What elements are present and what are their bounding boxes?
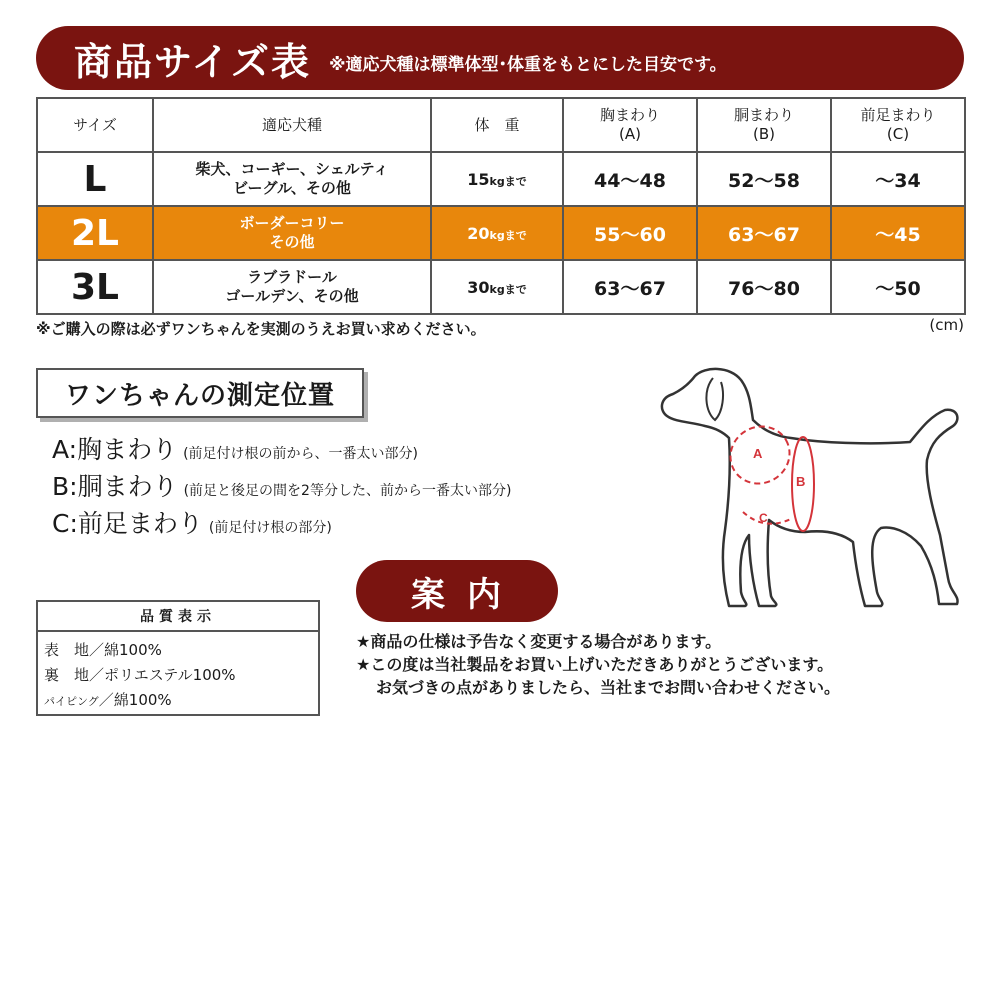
row-weight-value: 20: [467, 223, 490, 243]
row-weight: [431, 206, 563, 260]
guide-line: ★この度は当社製品をお買い上げいただきありがとうございます。: [356, 655, 834, 674]
list-item: 裏 地／ポリエステル100%: [44, 666, 236, 684]
row-weight-unit: kgまで: [489, 174, 527, 188]
header-torso: [697, 98, 831, 152]
list-item: [44, 688, 318, 714]
header-torso-label: 胴まわり: [733, 106, 794, 124]
quality-label-box: [36, 600, 320, 716]
list-item: [52, 504, 511, 541]
row-breed-line: ボーダーコリー: [239, 214, 345, 232]
measure-note: (前足付け根の前から、一番太い部分): [183, 446, 419, 462]
size-table: [36, 97, 966, 315]
guide-line: お気づきの点がありましたら、当社までお問い合わせください。: [376, 678, 841, 697]
header-chest: [563, 98, 697, 152]
table-row: [37, 260, 965, 314]
guide-list: [356, 630, 840, 699]
header-front-leg-label: 前足まわり: [860, 106, 936, 124]
row-breed-line: 柴犬、コーギー、シェルティ: [195, 160, 389, 178]
measure-position-title: ワンちゃんの測定位置: [36, 368, 364, 418]
table-row-highlighted: [37, 206, 965, 260]
row-torso: 76～80: [697, 260, 831, 314]
row-breed: [153, 206, 431, 260]
row-breed-line: ラブラドール: [247, 268, 337, 286]
row-weight-value: 30: [467, 277, 490, 297]
row-front-leg: ～45: [831, 206, 965, 260]
row-size: L: [37, 152, 153, 206]
header-torso-sub: (B): [753, 125, 775, 143]
row-size: 2L: [37, 206, 153, 260]
row-breed: [153, 152, 431, 206]
row-weight-unit: kgまで: [489, 282, 527, 296]
row-breed-line: ゴールデン、その他: [225, 287, 359, 305]
row-front-leg: ～50: [831, 260, 965, 314]
header-front-leg-sub: (C): [886, 125, 910, 143]
size-chart-title: 商品サイズ表: [74, 39, 311, 84]
header-chest-label: 胸まわり: [599, 106, 660, 124]
purchase-footnote: ※ご購入の際は必ずワンちゃんを実測のうえお買い求めください。: [36, 320, 486, 338]
row-weight: [431, 152, 563, 206]
row-torso: 52～58: [697, 152, 831, 206]
measure-note: (前足付け根の部分): [208, 520, 332, 536]
unit-label: (cm): [929, 316, 964, 334]
row-weight-value: 15: [467, 169, 490, 189]
row-weight-unit: kgまで: [489, 228, 527, 242]
row-weight: [431, 260, 563, 314]
measure-label: C:前足まわり: [52, 509, 203, 538]
measure-list: [52, 430, 511, 541]
quality-item-name: パイピング: [44, 695, 99, 708]
size-table-header: [37, 98, 965, 152]
dog-measurement-illustration: [655, 360, 965, 615]
row-size: 3L: [37, 260, 153, 314]
header-breed: 適応犬種: [153, 98, 431, 152]
measure-label-b: B: [796, 474, 806, 489]
measure-label-c: C: [759, 511, 768, 525]
size-chart-banner: [36, 26, 964, 90]
header-chest-sub: (A): [619, 125, 641, 143]
row-torso: 63～67: [697, 206, 831, 260]
quality-title: 品質表示: [38, 602, 318, 632]
measure-label: A:胸まわり: [52, 435, 178, 464]
measure-label-a: A: [753, 446, 763, 461]
list-item: [52, 430, 511, 467]
quality-item-value: ／綿100%: [98, 691, 172, 709]
row-breed-line: ビーグル、その他: [233, 179, 351, 197]
row-chest: 44～48: [563, 152, 697, 206]
row-chest: 55～60: [563, 206, 697, 260]
list-item: [52, 467, 511, 504]
quality-items: [38, 632, 318, 714]
guide-line: ★商品の仕様は予告なく変更する場合があります。: [356, 632, 722, 651]
row-breed: [153, 260, 431, 314]
measure-label: B:胴まわり: [52, 472, 178, 501]
table-row: [37, 152, 965, 206]
header-front-leg: [831, 98, 965, 152]
row-front-leg: ～34: [831, 152, 965, 206]
size-chart-note: ※適応犬種は標準体型･体重をもとにした目安です。: [328, 54, 727, 75]
measure-note: (前足と後足の間を2等分した、前から一番太い部分): [183, 483, 512, 499]
list-item: 表 地／綿100%: [44, 641, 162, 659]
row-breed-line: その他: [269, 233, 315, 251]
header-weight: 体 重: [431, 98, 563, 152]
header-size: サイズ: [37, 98, 153, 152]
guide-title: 案内: [356, 560, 558, 622]
row-chest: 63～67: [563, 260, 697, 314]
